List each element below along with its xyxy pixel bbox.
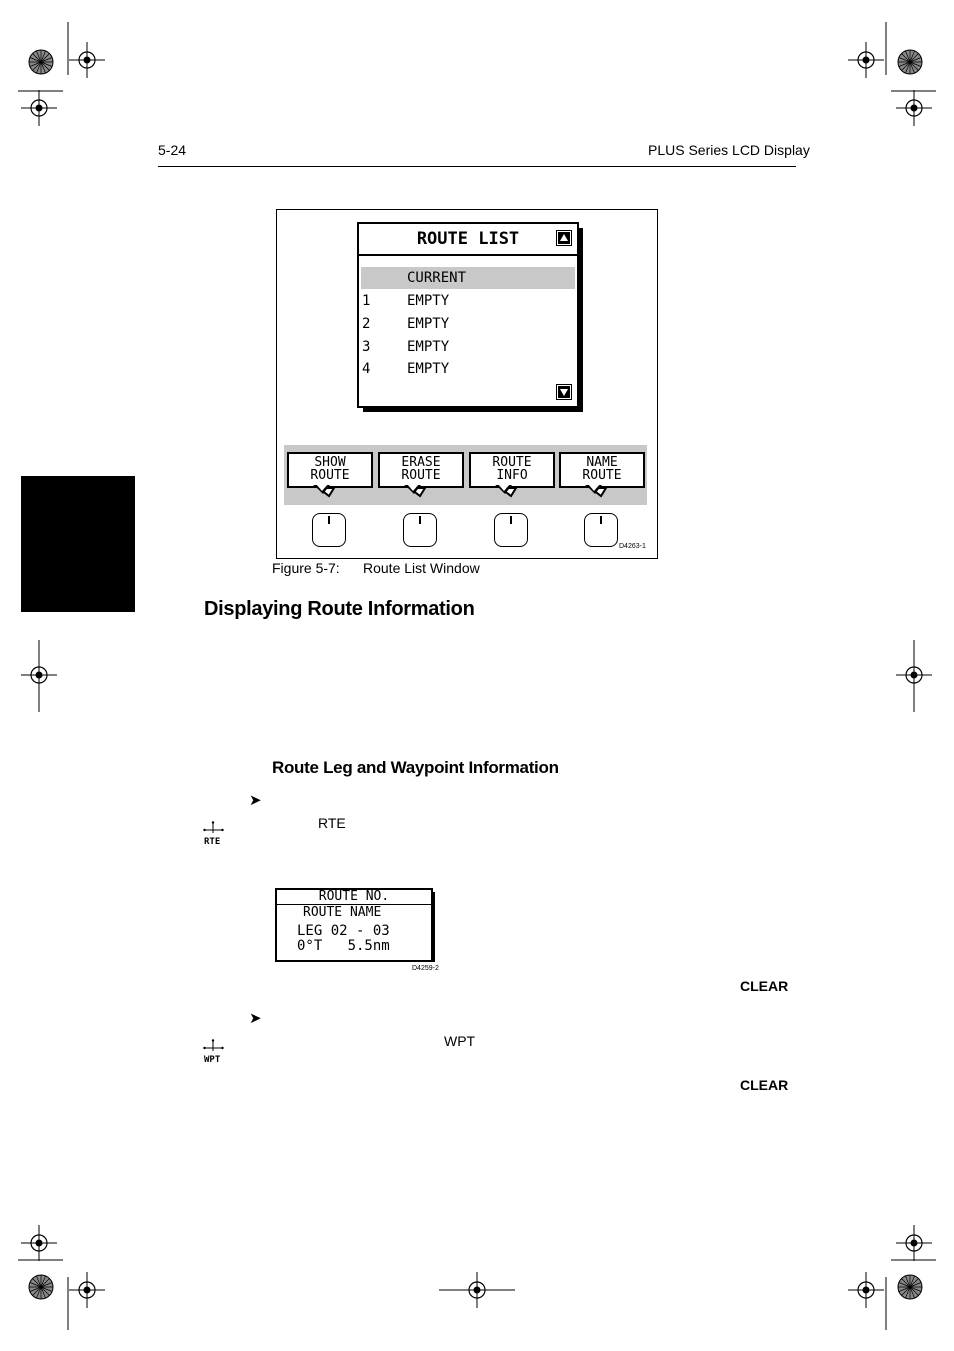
list-item-current[interactable]: CURRENT [407,270,467,286]
side-tab-label: Displaying Route Information [191,493,219,584]
rte-key-icon [203,821,225,835]
scroll-up-icon[interactable] [556,230,572,246]
route-name-line: ROUTE NAME [303,905,382,920]
chapter-side-tab [21,476,135,612]
route-info-window [275,888,433,962]
softkey-line2: INFO [496,468,528,483]
diagram-code: D4263-1 [619,543,646,550]
route-info-title: ROUTE NO. [277,890,431,905]
subsection-title: Route Leg and Waypoint Information [272,758,559,777]
rte-text: RTE [318,815,346,831]
wpt-text: WPT [444,1033,476,1049]
leg-line: LEG 02 - 03 [297,923,390,939]
clear-key-label: CLEAR [740,978,789,994]
diagram-code: D4259-2 [412,965,439,972]
header-rule [158,166,796,167]
softkey-pointers [276,482,656,512]
softkey-button-2[interactable] [403,513,437,547]
list-item-num: 1 [362,293,371,309]
softkey-line2: ROUTE [582,468,622,483]
bullet-arrow-icon: ➤ [249,792,262,809]
bearing-distance-line: 0°T 5.5nm [297,938,390,954]
list-item-num: 4 [362,361,371,377]
softkey-button-4[interactable] [584,513,618,547]
list-item-num: 3 [362,339,371,355]
softkey-button-1[interactable] [312,513,346,547]
softkey-line1: ERASE [401,455,441,470]
figure-caption-title: Route List Window [363,560,480,576]
list-item[interactable]: EMPTY [407,339,450,355]
softkey-line2: ROUTE [401,468,441,483]
softkey-line1: SHOW [314,455,346,470]
running-header-title: PLUS Series LCD Display [648,142,810,158]
selected-row-highlight [361,267,575,289]
softkey-line1: ROUTE [492,455,532,470]
rte-key-label: RTE [204,837,221,847]
list-item[interactable]: EMPTY [407,293,450,309]
list-item-num: 2 [362,316,371,332]
list-item[interactable]: EMPTY [407,316,450,332]
softkey-line2: ROUTE [310,468,350,483]
page-number: 5-24 [158,142,187,158]
softkey-button-3[interactable] [494,513,528,547]
route-list-window [357,222,579,408]
clear-key-label: CLEAR [740,1077,789,1093]
section-title: Displaying Route Information [204,598,475,620]
list-item[interactable]: EMPTY [407,361,450,377]
bullet-arrow-icon: ➤ [249,1010,262,1027]
figure-caption-number: Figure 5-7: [272,560,340,576]
wpt-key-icon [203,1039,225,1053]
route-list-title: ROUTE LIST [359,224,577,256]
wpt-key-label: WPT [204,1055,221,1065]
scroll-down-icon[interactable] [556,384,572,400]
softkey-line1: NAME [586,455,618,470]
